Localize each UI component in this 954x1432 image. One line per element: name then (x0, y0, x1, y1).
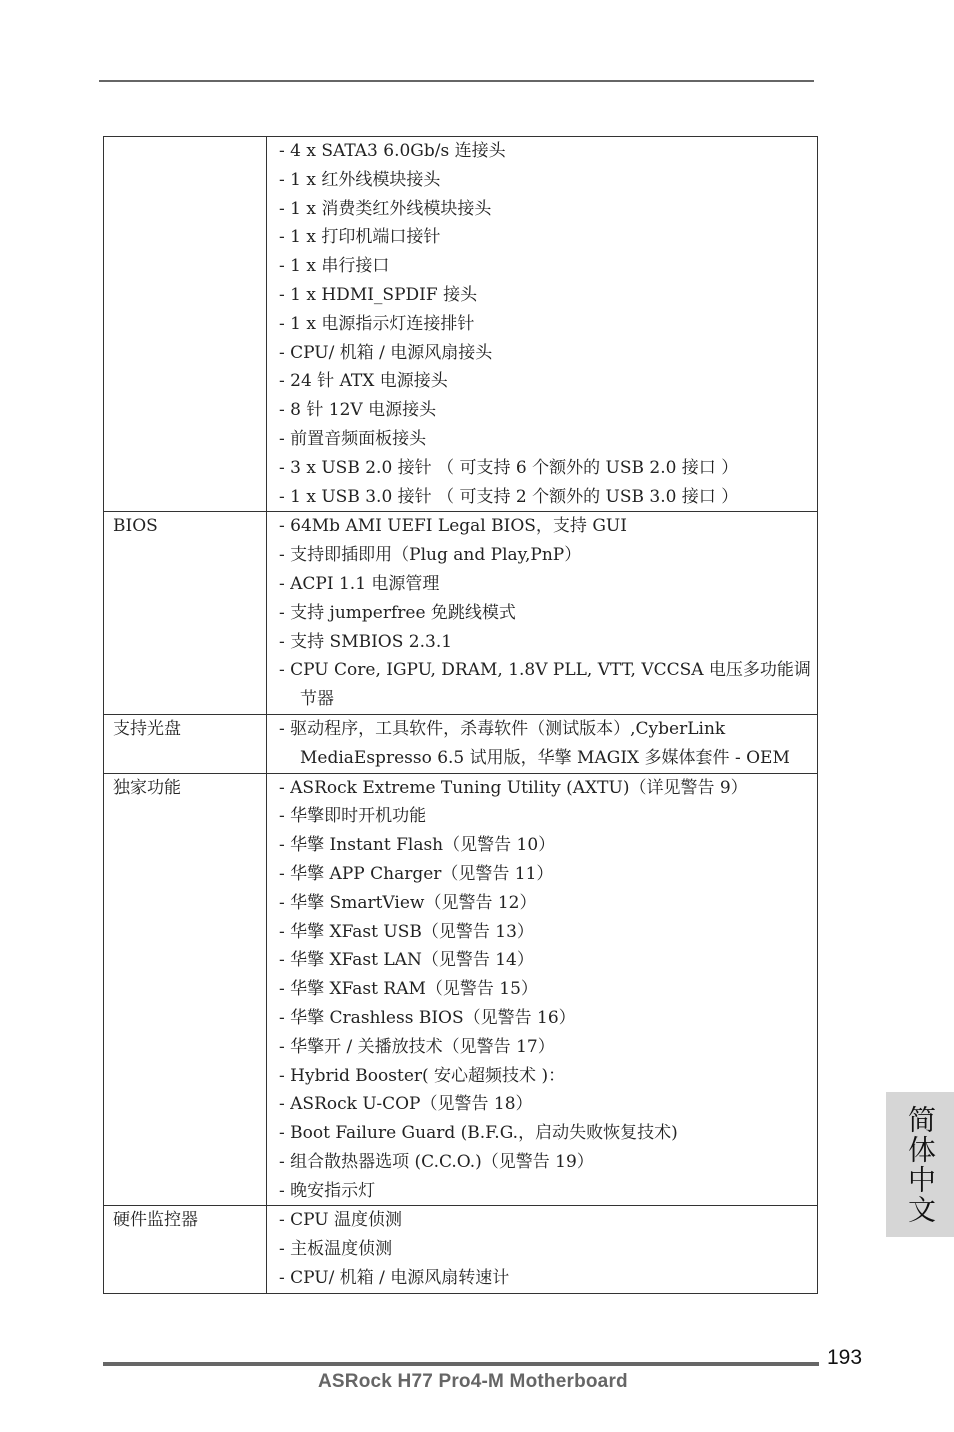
spec-sub-item: - ASRock U-COP（见警告 18） (279, 1094, 533, 1115)
spec-label: 独家功能 (104, 773, 267, 1206)
spec-item: - 前置音频面板接头 (279, 428, 427, 449)
spec-item: - CPU Core, IGPU, DRAM, 1.8V PLL, VTT, VCCSA 电压多功能调节器 (279, 660, 811, 710)
spec-item: - 华擎 XFast RAM（见警告 15） (279, 979, 538, 1000)
spec-item: - 华擎即时开机功能 (279, 806, 427, 827)
spec-item: - 华擎开 / 关播放技术（见警告 17） (279, 1036, 555, 1057)
spec-item: - 华擎 APP Charger（见警告 11） (279, 863, 554, 884)
spec-item: - 1 x 串行接口 (279, 256, 390, 277)
spec-content (267, 512, 818, 715)
spec-item: - CPU/ 机箱 / 电源风扇转速计 (279, 1268, 510, 1289)
spec-row-support-cd (104, 714, 818, 773)
spec-table (103, 136, 818, 1294)
spec-item: - 4 x SATA3 6.0Gb/s 连接头 (279, 141, 506, 161)
spec-item: - 1 x HDMI_SPDIF 接头 (279, 284, 478, 305)
footer-title: ASRock H77 Pro4-M Motherboard (318, 1371, 628, 1392)
spec-item: - 华擎 XFast USB（见警告 13） (279, 921, 534, 942)
spec-sub-item: - Boot Failure Guard (B.F.G.，启动失败恢复技术) (279, 1123, 678, 1144)
spec-row-connectors (104, 137, 818, 512)
spec-item: - CPU 温度侦测 (279, 1210, 403, 1231)
spec-item: - 支持即插即用（Plug and Play,PnP） (279, 545, 582, 566)
spec-label: BIOS (104, 512, 267, 715)
spec-label: 硬件监控器 (104, 1206, 267, 1293)
spec-item: - 华擎 XFast LAN（见警告 14） (279, 950, 534, 971)
spec-item: - 华擎 Instant Flash（见警告 10） (279, 835, 556, 856)
spec-item: - Hybrid Booster( 安心超频技术 )： (279, 1065, 566, 1086)
spec-item: - 1 x 打印机端口接针 (279, 227, 441, 248)
spec-item: - 支持 SMBIOS 2.3.1 (279, 631, 453, 652)
page-number: 193 (827, 1346, 863, 1369)
language-side-tab (886, 1092, 954, 1237)
spec-item: - 支持 jumperfree 免跳线模式 (279, 602, 516, 623)
spec-item: - 1 x 电源指示灯连接排针 (279, 313, 475, 334)
spec-item: - 1 x 红外线模块接头 (279, 169, 441, 190)
spec-row-unique-features (104, 773, 818, 1206)
spec-item: - 华擎 SmartView（见警告 12） (279, 892, 537, 913)
spec-item: - ACPI 1.1 电源管理 (279, 573, 440, 594)
spec-item: - 24 针 ATX 电源接头 (279, 371, 448, 392)
spec-item: - 3 x USB 2.0 接针 （ 可支持 6 个额外的 USB 2.0 接口 ） (279, 457, 739, 478)
spec-content (267, 714, 818, 773)
spec-item: - 8 针 12V 电源接头 (279, 400, 437, 421)
spec-item: - 主板温度侦测 (279, 1239, 393, 1260)
spec-item: - CPU/ 机箱 / 电源风扇接头 (279, 342, 493, 363)
spec-content (267, 137, 818, 512)
bottom-rule (103, 1362, 819, 1366)
spec-item: - 晚安指示灯 (279, 1180, 376, 1201)
spec-item: - ASRock Extreme Tuning Utility (AXTU)（详见警告 9） (279, 777, 748, 798)
spec-item: - 驱动程序，工具软件，杀毒软件（测试版本）,CyberLink MediaEspresso 6.5 试用版，华擎 MAGIX 多媒体套件 - OEM (279, 718, 790, 768)
spec-row-hardware-monitor (104, 1206, 818, 1293)
spec-item: - 64Mb AMI UEFI Legal BIOS，支持 GUI (279, 516, 627, 537)
spec-label: 支持光盘 (104, 714, 267, 773)
spec-item: - 华擎 Crashless BIOS（见警告 16） (279, 1007, 576, 1028)
spec-item: - 1 x USB 3.0 接针 （ 可支持 2 个额外的 USB 3.0 接口 ） (279, 486, 739, 507)
spec-content (267, 1206, 818, 1293)
spec-label (104, 137, 267, 512)
spec-row-bios (104, 512, 818, 715)
spec-item: - 1 x 消费类红外线模块接头 (279, 198, 492, 219)
spec-content (267, 773, 818, 1206)
language-label: 简体中文 (904, 1104, 937, 1225)
spec-item: - 组合散热器选项 (C.C.O.)（见警告 19） (279, 1151, 594, 1172)
top-rule (99, 80, 814, 82)
